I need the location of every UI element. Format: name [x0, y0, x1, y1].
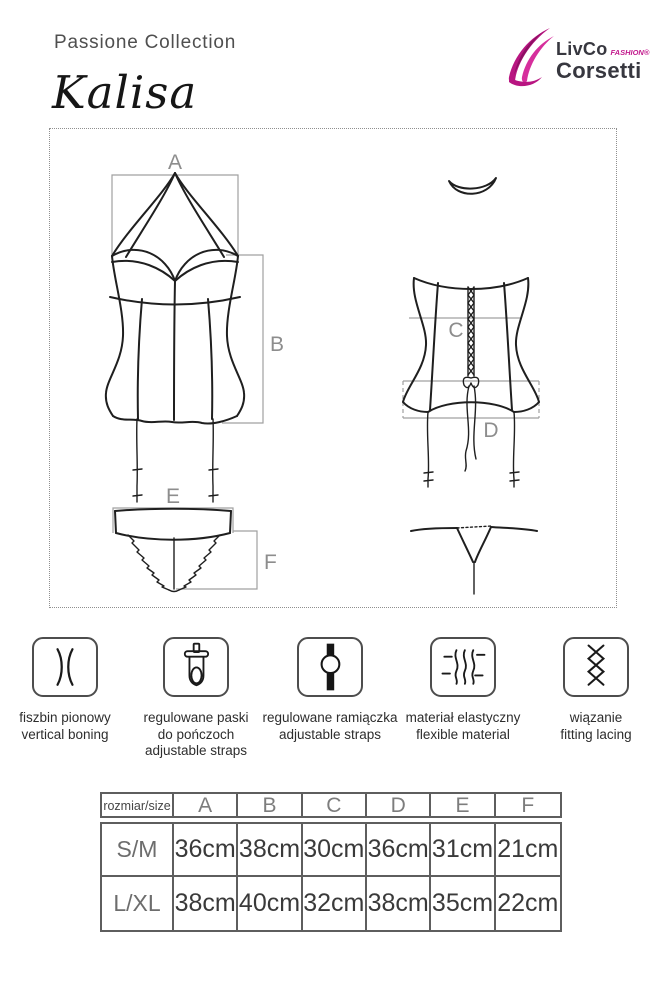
- caption-line: regulowane paski: [143, 710, 249, 725]
- measurement-diagram-box: [49, 128, 617, 608]
- panty-front-drawing: [115, 509, 231, 592]
- value-cell: 38cm: [367, 877, 431, 930]
- vertical-boning-icon: [32, 637, 98, 697]
- value-cell: 36cm: [367, 824, 431, 877]
- row-size-lxl: L/XL: [102, 877, 174, 930]
- value-cell: 36cm: [174, 824, 238, 877]
- caption-line: vertical boning: [21, 726, 109, 742]
- brand-fashion-tag: FASHION®: [610, 48, 650, 57]
- value-cell: 40cm: [238, 877, 302, 930]
- caption-line: adjustable straps: [278, 726, 382, 742]
- measure-label-a: A: [167, 151, 183, 174]
- brand-wordmark: [556, 40, 649, 82]
- size-table-corner-label: rozmiar/size: [102, 794, 174, 818]
- value-cell: 22cm: [497, 889, 559, 917]
- caption-line: fitting lacing: [560, 726, 632, 742]
- caption-line: flexible material: [416, 726, 510, 742]
- value-cell: 38cm: [238, 824, 302, 877]
- measurement-diagram: [50, 129, 616, 607]
- garter-clip-icon: [163, 637, 229, 697]
- corset-front-drawing: [106, 173, 244, 502]
- measure-label-f: F: [264, 551, 277, 574]
- brand-logo: [500, 26, 652, 92]
- product-name: Kalisa: [52, 66, 198, 119]
- value-cell: 30cm: [303, 824, 367, 877]
- measure-label-d: D: [483, 419, 499, 442]
- caption-line: regulowane ramiączka: [262, 710, 398, 725]
- column-header-a: A: [174, 794, 238, 818]
- size-table-header: [100, 792, 562, 818]
- column-header-f: F: [521, 794, 535, 817]
- value-cell: 38cm: [174, 877, 238, 930]
- feature-caption: [383, 710, 543, 743]
- caption-line: fiszbin pionowy: [19, 710, 111, 725]
- caption-line: materiał elastyczny: [405, 710, 521, 725]
- feature-lacing: [526, 637, 666, 743]
- measure-label-e: E: [165, 485, 181, 508]
- thong-back-drawing: [411, 526, 537, 594]
- feature-caption: [526, 710, 666, 743]
- brand-name-bottom: Corsetti: [556, 58, 642, 83]
- collection-title: Passione Collection: [54, 32, 237, 53]
- feature-caption: [0, 710, 130, 743]
- brand-swirl-icon: [500, 26, 556, 90]
- column-header-c: C: [303, 794, 367, 818]
- feature-vertical-boning: [0, 637, 130, 743]
- measure-label-c: C: [448, 319, 464, 342]
- row-size-sm: S/M: [102, 824, 174, 877]
- feature-flexible-material: [383, 637, 543, 743]
- caption-line: do pończoch: [157, 726, 235, 742]
- column-header-e: E: [431, 794, 495, 818]
- value-cell: 32cm: [303, 877, 367, 930]
- size-table: [100, 792, 562, 932]
- size-table-body: [100, 822, 562, 932]
- lacing-icon: [563, 637, 629, 697]
- value-cell: 35cm: [431, 877, 495, 930]
- adjustable-strap-icon: [297, 637, 363, 697]
- brand-name-top: LivCo: [556, 39, 608, 59]
- flexible-material-icon: [430, 637, 496, 697]
- measure-label-b: B: [270, 333, 285, 356]
- caption-line: wiązanie: [569, 710, 623, 725]
- value-cell: 21cm: [496, 824, 560, 877]
- column-header-b: B: [238, 794, 302, 818]
- column-header-d: D: [367, 794, 431, 818]
- caption-line: adjustable straps: [144, 743, 248, 758]
- corset-back-drawing: [403, 178, 539, 487]
- value-cell: 31cm: [431, 824, 495, 877]
